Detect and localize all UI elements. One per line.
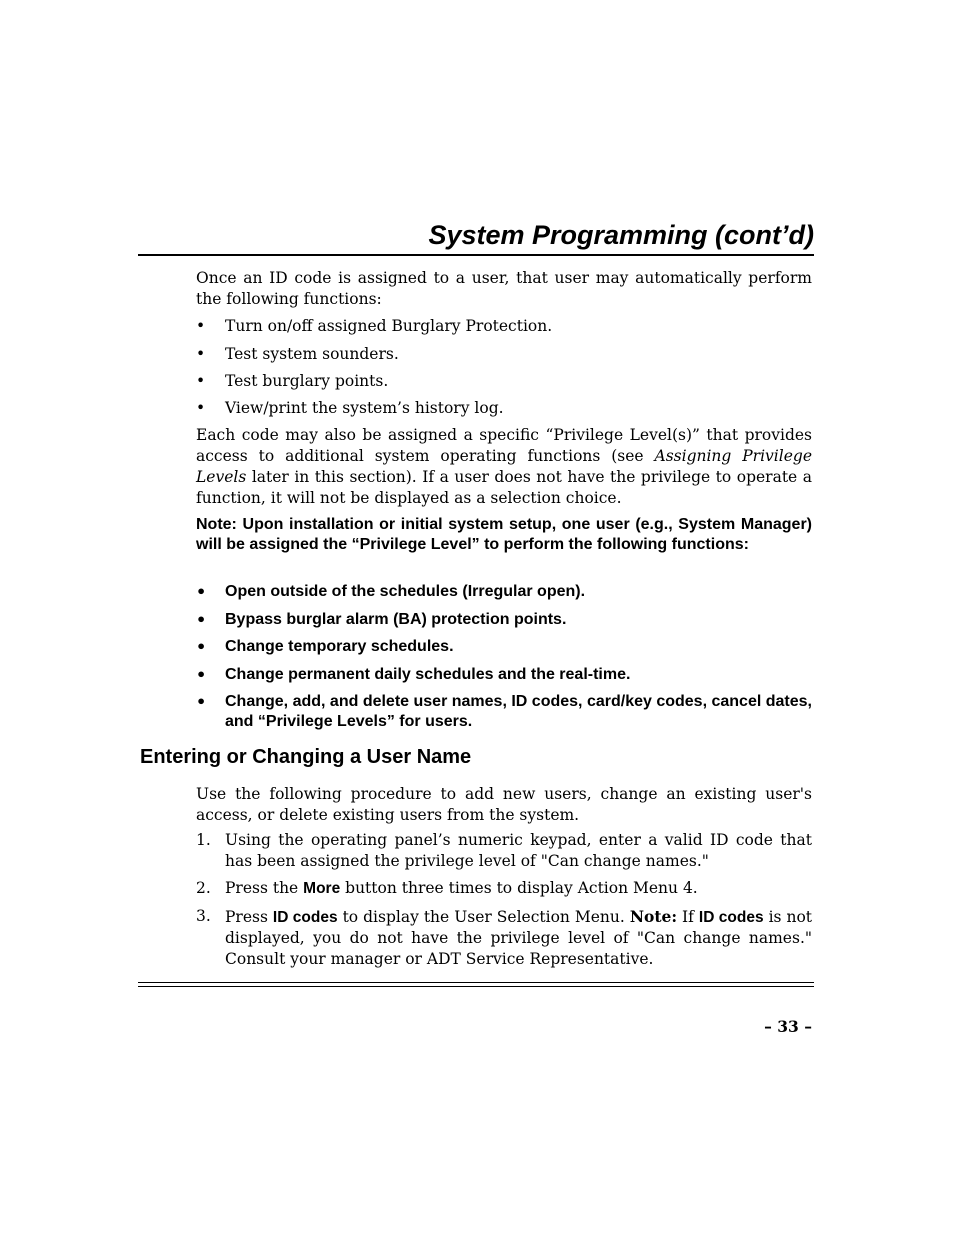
title-rule: [138, 254, 814, 256]
step-number: 3.: [196, 907, 211, 925]
more-key-label: More: [303, 880, 341, 897]
bullet-icon: •: [196, 317, 206, 335]
bullet-icon: •: [196, 345, 206, 363]
step-text-middle: to display the User Selection Menu.: [337, 908, 630, 926]
list-item-text: Change permanent daily schedules and the real-time.: [225, 666, 631, 683]
list-item-text: Test burglary points.: [225, 372, 389, 390]
list-item-text: Bypass burglar alarm (BA) protection points.: [225, 611, 567, 628]
list-item-text: Change, add, and delete user names, ID codes, card/key codes, cancel dates, and “Privilege Levels” for users.: [225, 693, 812, 730]
step-text: Using the operating panel’s numeric keypad, enter a valid ID code that has been assigned the privilege level of "Can change names.": [225, 831, 812, 870]
step-number: 1.: [196, 831, 211, 849]
bullet-icon: •: [196, 372, 206, 390]
footer-rule-top: [138, 982, 814, 983]
footer-rule-bottom: [138, 986, 814, 987]
list-item: [196, 665, 812, 685]
note-label: Note:: [629, 907, 678, 926]
step-text: [225, 878, 812, 899]
step-item: [196, 878, 812, 899]
step-text-end: is not displayed, you do not have the privilege level of "Can change names." Consult your manager or ADT Service Representative.: [225, 908, 813, 968]
bullet-icon: •: [196, 692, 207, 711]
list-item-text: Change temporary schedules.: [225, 638, 454, 655]
bullet-icon: •: [196, 665, 207, 684]
intro-paragraph: Once an ID code is assigned to a user, that user may automatically perform the following functions:: [196, 269, 812, 308]
privilege-link-reference: Assigning Privilege Levels: [196, 447, 812, 486]
id-codes-key-label: ID codes: [698, 909, 764, 926]
step-number: 2.: [196, 879, 211, 897]
page-title: System Programming (cont’d): [428, 220, 814, 250]
list-item-text: Test system sounders.: [225, 345, 399, 363]
bullet-icon: •: [196, 399, 206, 417]
bullet-icon: •: [196, 610, 207, 629]
list-item: [196, 371, 812, 392]
step-text-middle-2: If: [677, 908, 699, 926]
page-number: – 33 –: [764, 1017, 812, 1036]
list-item: [196, 344, 812, 365]
list-item: [196, 692, 812, 732]
section-intro-paragraph: Use the following procedure to add new users, change an existing user's access, or delete existing users from the system.: [196, 785, 812, 824]
list-item: [196, 316, 812, 337]
step-text: [225, 906, 812, 970]
privilege-paragraph: [196, 425, 812, 509]
list-item: [196, 582, 812, 602]
privilege-text-start: Each code may also be assigned a specific “Privilege Level(s)” that provides access to additional system operating functions (see: [196, 426, 812, 465]
id-codes-key-label: ID codes: [272, 909, 338, 926]
list-item-text: View/print the system’s history log.: [225, 399, 504, 417]
list-item-text: Open outside of the schedules (Irregular open).: [225, 583, 586, 600]
bullet-icon: •: [196, 582, 207, 601]
section-heading: Entering or Changing a User Name: [140, 746, 472, 768]
step-text-start: Press the: [225, 879, 304, 897]
step-item: [196, 830, 812, 872]
privilege-text-end: later in this section). If a user does not have the privilege to operate a function, it will not be displayed as a selection choice.: [196, 468, 812, 507]
list-item: [196, 610, 812, 630]
note-paragraph: Note: Upon installation or initial system setup, one user (e.g., System Manager) will be assigned the “Privilege Level” to perform the following functions:: [196, 516, 812, 553]
step-item: [196, 906, 812, 970]
step-text-start: Press: [225, 908, 273, 926]
bullet-icon: •: [196, 637, 207, 656]
step-text-end: button three times to display Action Menu 4.: [340, 879, 698, 897]
list-item-text: Turn on/off assigned Burglary Protection.: [225, 317, 553, 335]
list-item: [196, 637, 812, 657]
list-item: [196, 398, 812, 419]
